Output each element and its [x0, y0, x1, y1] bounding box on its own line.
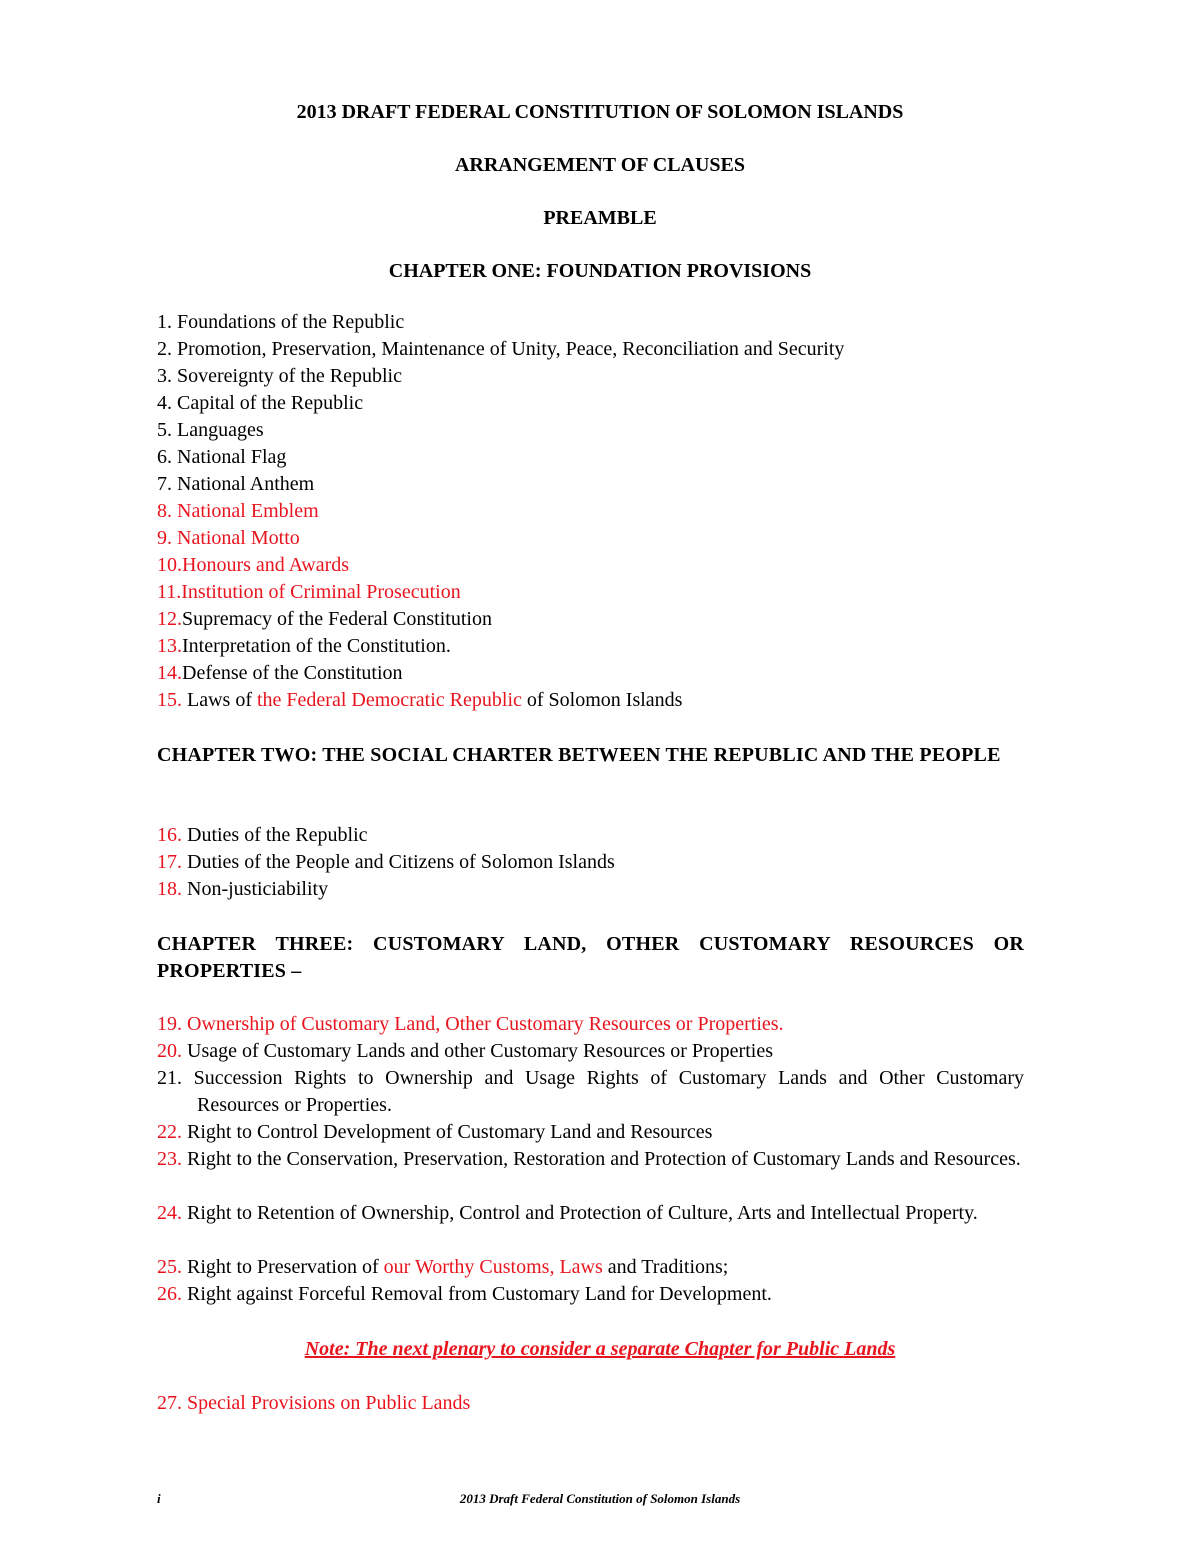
clause-number: 12.	[157, 608, 182, 630]
clause-text: Honours and Awards	[182, 554, 350, 576]
clause-number: 2.	[157, 338, 172, 360]
clause-text: Supremacy of the Federal Constitution	[182, 608, 492, 630]
clause-text-part: and Traditions;	[602, 1256, 729, 1278]
clause-17	[157, 849, 1024, 876]
clause-text: Right against Forceful Removal from Customary Land for Development.	[182, 1283, 772, 1305]
clause-text: Foundations of the Republic	[172, 311, 405, 333]
clause-number: 10.	[157, 554, 182, 576]
clause-13	[157, 633, 1024, 660]
clause-number: 8.	[157, 500, 172, 522]
clause-text-part: Laws of	[182, 689, 257, 711]
footer-title: 2013 Draft Federal Constitution of Solomon Islands	[459, 1491, 741, 1506]
clause-number: 17.	[157, 851, 182, 873]
clause-number: 7.	[157, 473, 172, 495]
clause-number: 9.	[157, 527, 172, 549]
clause-text: Interpretation of the Constitution.	[182, 635, 451, 657]
footer-page-number: i	[157, 1491, 161, 1506]
clause-20	[157, 1038, 1024, 1065]
clause-number: 20.	[157, 1040, 182, 1062]
clause-number: 3.	[157, 365, 172, 387]
clause-text-highlight: the Federal Democratic Republic	[256, 689, 522, 711]
clause-8	[157, 498, 1024, 525]
clause-number: 6.	[157, 446, 172, 468]
clause-number: 14.	[157, 662, 182, 684]
clause-text: Succession Rights to Ownership and Usage Rights of Customary Lands and Other Customary Resources or Properties.	[182, 1067, 1024, 1116]
clause-16	[157, 822, 1024, 849]
clause-number: 11.	[157, 581, 182, 603]
clause-number: 19.	[157, 1013, 182, 1035]
clause-number: 25.	[157, 1256, 182, 1278]
clause-7	[157, 471, 1024, 498]
clause-number: 1.	[157, 311, 172, 333]
clause-text: Sovereignty of the Republic	[172, 365, 402, 387]
clause-11	[157, 579, 1024, 606]
clause-text: Institution of Criminal Prosecution	[181, 581, 461, 603]
clause-number: 15.	[157, 689, 182, 711]
clause-5	[157, 417, 1024, 444]
clause-text: Right to the Conservation, Preservation, Restoration and Protection of Customary Lands and Resources.	[182, 1148, 1021, 1170]
clause-text: National Emblem	[172, 500, 319, 522]
clause-text: Defense of the Constitution	[182, 662, 403, 684]
chapter-one-heading: CHAPTER ONE: FOUNDATION PROVISIONS	[388, 260, 812, 282]
clause-9	[157, 525, 1024, 552]
clause-3	[157, 363, 1024, 390]
clause-text-part: Right to Preservation of	[182, 1256, 384, 1278]
clause-2	[157, 336, 1024, 363]
clause-text: Usage of Customary Lands and other Customary Resources or Properties	[182, 1040, 773, 1062]
clause-text: Promotion, Preservation, Maintenance of Unity, Peace, Reconciliation and Security	[172, 338, 845, 360]
clause-number: 5.	[157, 419, 172, 441]
clause-18	[157, 876, 1024, 903]
clause-number: 21.	[157, 1067, 182, 1089]
clause-text: Capital of the Republic	[172, 392, 364, 414]
clause-text: Ownership of Customary Land, Other Customary Resources or Properties.	[182, 1013, 784, 1035]
chapter-three-heading: CHAPTER THREE: CUSTOMARY LAND, OTHER CUSTOMARY RESOURCES OR PROPERTIES –	[157, 933, 1024, 982]
chapter-two-heading: CHAPTER TWO: THE SOCIAL CHARTER BETWEEN THE REPUBLIC AND THE PEOPLE	[157, 744, 1001, 766]
clause-1	[157, 309, 1024, 336]
clause-number: 27.	[157, 1392, 182, 1414]
clause-text: National Motto	[172, 527, 300, 549]
clause-number: 18.	[157, 878, 182, 900]
clause-text: Special Provisions on Public Lands	[182, 1392, 471, 1414]
document-title: 2013 DRAFT FEDERAL CONSTITUTION OF SOLOMON ISLANDS	[296, 101, 904, 123]
clause-number: 26.	[157, 1283, 182, 1305]
clause-text: Duties of the Republic	[182, 824, 368, 846]
clause-number: 16.	[157, 824, 182, 846]
clause-25	[157, 1254, 1024, 1281]
clause-text: Duties of the People and Citizens of Solomon Islands	[182, 851, 615, 873]
plenary-note: Note: The next plenary to consider a separate Chapter for Public Lands	[304, 1338, 896, 1360]
clause-text: Languages	[172, 419, 264, 441]
clause-19	[157, 1011, 1024, 1038]
clause-26	[157, 1281, 1024, 1308]
clause-number: 22.	[157, 1121, 182, 1143]
preamble-heading: PREAMBLE	[543, 207, 657, 229]
clause-12	[157, 606, 1024, 633]
clause-text: Non-justiciability	[182, 878, 329, 900]
clause-number: 23.	[157, 1148, 182, 1170]
clause-number: 4.	[157, 392, 172, 414]
clause-text: Right to Retention of Ownership, Control and Protection of Culture, Arts and Intellectual Property.	[182, 1202, 978, 1224]
clause-21	[157, 1065, 1024, 1119]
clause-number: 24.	[157, 1202, 182, 1224]
clause-number: 13.	[157, 635, 182, 657]
clause-15	[157, 687, 1024, 714]
arrangement-heading: ARRANGEMENT OF CLAUSES	[454, 154, 746, 176]
clause-text-part: of Solomon Islands	[521, 689, 683, 711]
clause-14	[157, 660, 1024, 687]
clause-text: Right to Control Development of Customary Land and Resources	[182, 1121, 713, 1143]
clause-text: National Anthem	[172, 473, 315, 495]
clause-27	[157, 1390, 1024, 1417]
clause-6	[157, 444, 1024, 471]
clause-text-highlight: our Worthy Customs, Laws	[383, 1256, 603, 1278]
clause-23	[157, 1146, 1024, 1173]
clause-22	[157, 1119, 1024, 1146]
clause-10	[157, 552, 1024, 579]
clause-4	[157, 390, 1024, 417]
clause-text: National Flag	[172, 446, 287, 468]
clause-24	[157, 1200, 1024, 1227]
